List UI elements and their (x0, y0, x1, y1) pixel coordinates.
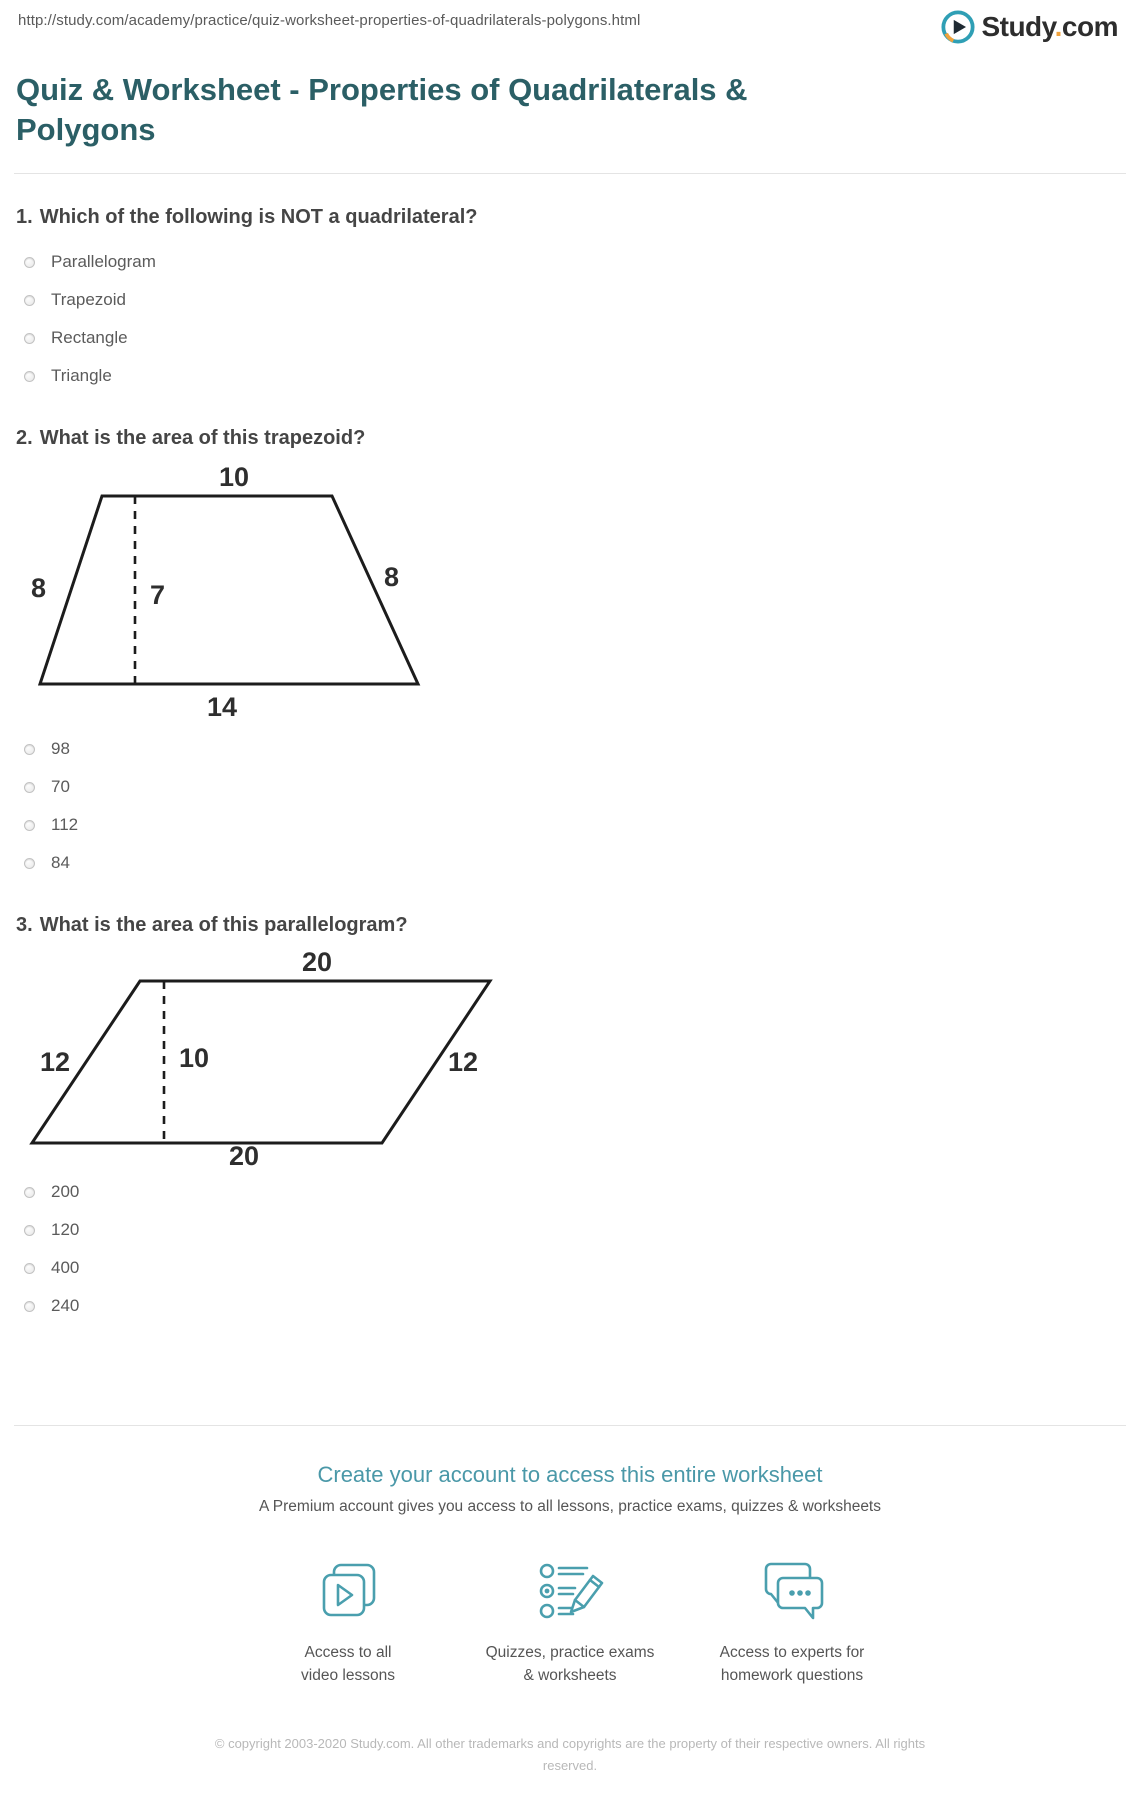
question-number: 1. (16, 206, 33, 229)
radio-button[interactable] (24, 1301, 35, 1312)
q1-option-parallelogram[interactable] (24, 243, 1124, 281)
q2-option-84[interactable] (24, 844, 1124, 882)
option-label[interactable]: 70 (51, 777, 70, 797)
option-label[interactable]: 98 (51, 739, 70, 759)
signup-subheading: A Premium account gives you access to all lessons, practice exams, quizzes & worksheets (259, 1498, 881, 1516)
q1-option-triangle[interactable] (24, 357, 1124, 395)
option-label[interactable]: 200 (51, 1182, 80, 1202)
q2-option-98[interactable] (24, 730, 1124, 768)
parallelogram-height-label: 10 (179, 1043, 210, 1074)
feature-label: Quizzes, practice exams & worksheets (485, 1644, 655, 1684)
question-number: 2. (16, 427, 33, 450)
page-url: http://study.com/academy/practice/quiz-worksheet-properties-of-quadrilaterals-polygons.html (18, 12, 641, 29)
q1-option-trapezoid[interactable] (24, 281, 1124, 319)
q3-option-200[interactable] (24, 1173, 1124, 1211)
question-2 (0, 427, 1140, 882)
question-text: What is the area of this parallelogram? (39, 914, 408, 937)
option-label[interactable]: Triangle (51, 366, 112, 386)
parallelogram-figure (22, 951, 1124, 1169)
radio-button[interactable] (24, 1225, 35, 1236)
option-label[interactable]: Trapezoid (51, 290, 126, 310)
option-label[interactable]: 112 (51, 815, 79, 835)
option-label[interactable]: 400 (51, 1258, 80, 1278)
option-label[interactable]: 120 (51, 1220, 80, 1240)
parallelogram-top-label: 20 (301, 951, 333, 978)
radio-button[interactable] (24, 257, 35, 268)
trapezoid-left-label: 8 (30, 573, 46, 604)
signup-section (14, 1425, 1126, 1802)
question-1 (0, 206, 1140, 395)
page-header (0, 0, 1140, 44)
radio-button[interactable] (24, 295, 35, 306)
question-3-heading (16, 914, 1124, 937)
study-logo-text: Study.com (981, 11, 1118, 42)
radio-button[interactable] (24, 371, 35, 382)
trapezoid-bottom-label: 14 (206, 692, 238, 723)
logo-dot: . (1054, 11, 1062, 42)
question-text: Which of the following is NOT a quadrilateral? (39, 206, 478, 229)
feature-quizzes-worksheets (459, 1554, 681, 1687)
q3-option-120[interactable] (24, 1211, 1124, 1249)
option-label[interactable]: Parallelogram (51, 252, 156, 272)
q3-option-400[interactable] (24, 1249, 1124, 1287)
question-number: 3. (16, 914, 33, 937)
signup-heading[interactable]: Create your account to access this entire worksheet (317, 1462, 823, 1488)
radio-button[interactable] (24, 333, 35, 344)
feature-label: Access to experts for homework questions (719, 1644, 865, 1684)
question-1-heading (16, 206, 1124, 229)
radio-button[interactable] (24, 1263, 35, 1274)
radio-button[interactable] (24, 858, 35, 869)
copyright-notice: © copyright 2003-2020 Study.com. All other trademarks and copyrights are the property of their respective owners. All rights reserved. (214, 1736, 926, 1773)
study-logo-play-icon (941, 10, 975, 44)
feature-expert-help (681, 1554, 903, 1687)
q3-option-240[interactable] (24, 1287, 1124, 1325)
video-lessons-icon (237, 1554, 459, 1628)
radio-button[interactable] (24, 782, 35, 793)
radio-button[interactable] (24, 1187, 35, 1198)
question-3 (0, 914, 1140, 1325)
trapezoid-top-label: 10 (218, 464, 250, 493)
trapezoid-height-label: 7 (150, 580, 166, 611)
radio-button[interactable] (24, 820, 35, 831)
radio-button[interactable] (24, 744, 35, 755)
trapezoid-right-label: 8 (384, 562, 400, 593)
q2-option-70[interactable] (24, 768, 1124, 806)
q1-option-rectangle[interactable] (24, 319, 1124, 357)
q2-option-112[interactable] (24, 806, 1124, 844)
feature-list (14, 1554, 1126, 1687)
parallelogram-left-label: 12 (39, 1047, 70, 1078)
parallelogram-bottom-label: 20 (228, 1141, 260, 1170)
quiz-worksheet-icon (459, 1554, 681, 1628)
question-2-heading (16, 427, 1124, 450)
study-logo[interactable] (941, 10, 1118, 44)
feature-label: Access to all video lessons (301, 1644, 395, 1684)
question-text: What is the area of this trapezoid? (39, 427, 366, 450)
title-divider (14, 173, 1126, 174)
expert-chat-icon (681, 1554, 903, 1628)
option-label[interactable]: 240 (51, 1296, 80, 1316)
option-label[interactable]: Rectangle (51, 328, 128, 348)
option-label[interactable]: 84 (51, 853, 70, 873)
page-title: Quiz & Worksheet - Properties of Quadrilaterals & Polygons (16, 72, 748, 147)
parallelogram-right-label: 12 (448, 1047, 479, 1078)
trapezoid-figure (22, 464, 1124, 726)
feature-video-lessons (237, 1554, 459, 1687)
